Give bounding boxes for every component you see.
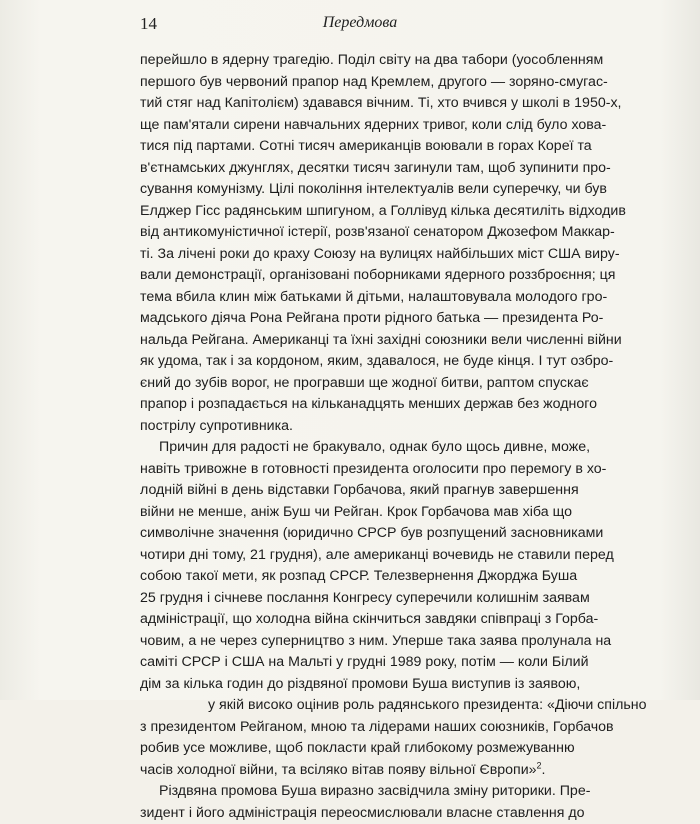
text-line: саміті СРСР і США на Мальті у грудні 1989 року, потім — коли Білий [140, 652, 572, 674]
quote-end-text: часів холодної війни, та всіляко вітав появу вільної Європи» [140, 762, 537, 778]
text-line: лодній війні в день відставки Горбачова, який прагнув завершення [140, 480, 572, 502]
page-number: 14 [140, 14, 157, 34]
text-line: робив усе можливе, щоб покласти край глибокому розмежуванню [140, 738, 572, 760]
text-line: від антикомуністичної істерії, розв'язаної сенатором Джозефом Маккар- [140, 222, 572, 244]
text-line: Причин для радості не бракувало, однак було щось дивне, може, [140, 437, 572, 459]
text-line: вали демонстрації, організовані поборниками ядерного роззброєння; ця [140, 265, 572, 287]
text-line: собою такої мети, як розпад СРСР. Телезвернення Джорджа Буша [140, 566, 572, 588]
text-line: як удома, так і за кордоном, яким, здавалося, не буде кінця. І тут озбро- [140, 351, 572, 373]
text-line: тий стяг над Капітолієм) здавався вічним. Ті, хто вчився у школі в 1950-х, [140, 93, 572, 115]
text-line: нальда Рейгана. Американці та їхні західні союзники вели численні війни [140, 330, 572, 352]
text-line: ще пам'ятали сирени навчальних ядерних тривог, коли слід було хова- [140, 115, 572, 137]
text-line: першого був червоний прапор над Кремлем, другого — зоряно-смугас- [140, 72, 572, 94]
text-line: мадського діяча Рона Рейгана проти рідного батька — президента Ро- [140, 308, 572, 330]
text-line: зидент і його адміністрація переосмислювали власне ставлення до [140, 803, 572, 824]
text-line: 25 грудня і січневе послання Конгресу суперечили колишнім заявам [140, 588, 572, 610]
text-line: війни не менше, аніж Буш чи Рейган. Крок Горбачова мав хіба що [140, 502, 572, 524]
quotation-block [140, 695, 572, 781]
text-line: пострілу супротивника. [140, 416, 572, 438]
footnote-mark[interactable]: 2 [537, 760, 542, 770]
text-line: тися під партами. Сотні тисяч американців воювали в горах Кореї та [140, 136, 572, 158]
text-line: з президентом Рейганом, мною та лідерами наших союзників, Горбачов [140, 717, 572, 739]
paragraph-2 [140, 437, 572, 695]
text-line: адміністрації, що холодна війна скінчиться завдяки співпраці з Горба- [140, 609, 572, 631]
text-line: дім за кілька годин до різдвяної промови Буша виступив із заявою, [140, 674, 572, 696]
text-line: в'єтнамських джунглях, десятки тисяч загинули там, щоб зупинити про- [140, 158, 572, 180]
text-line: ті. За лічені роки до краху Союзу на вулицях найбільших міст США виру- [140, 244, 572, 266]
body-text [140, 50, 572, 824]
text-line: навіть тривожне в готовності президента оголосити про перемогу в хо- [140, 459, 572, 481]
page-header [140, 14, 580, 38]
text-line: Елджер Гісс радянським шпигуном, а Голлівуд кілька десятиліть відходив [140, 201, 572, 223]
text-line: єний до зубів ворог, не програвши ще жодної битви, раптом спускає [140, 373, 572, 395]
text-line: символічне значення (юридично СРСР був розпущений засновниками [140, 523, 572, 545]
text-line: сування комунізму. Цілі покоління інтелектуалів вели суперечку, чи був [140, 179, 572, 201]
quote-period: . [542, 762, 546, 778]
paragraph-1 [140, 50, 572, 437]
text-line: у якій високо оцінив роль радянського президента: «Діючи спільно [140, 695, 572, 717]
text-line: чотири дні тому, 21 грудня), але американці вочевидь не ставили перед [140, 545, 572, 567]
paragraph-3 [140, 781, 572, 824]
running-head: Передмова [140, 14, 580, 32]
text-line: прапор і розпадається на кільканадцять менших держав без жодного [140, 394, 572, 416]
text-line [140, 760, 572, 782]
text-line: човим, а не через суперництво з ним. Уперше така заява пролунала на [140, 631, 572, 653]
text-line: Різдвяна промова Буша виразно засвідчила зміну риторики. Пре- [140, 781, 572, 803]
text-line: перейшло в ядерну трагедію. Поділ світу на два табори (уособленням [140, 50, 572, 72]
text-line: тема вбила клин між батьками й дітьми, налаштовувала молодого гро- [140, 287, 572, 309]
